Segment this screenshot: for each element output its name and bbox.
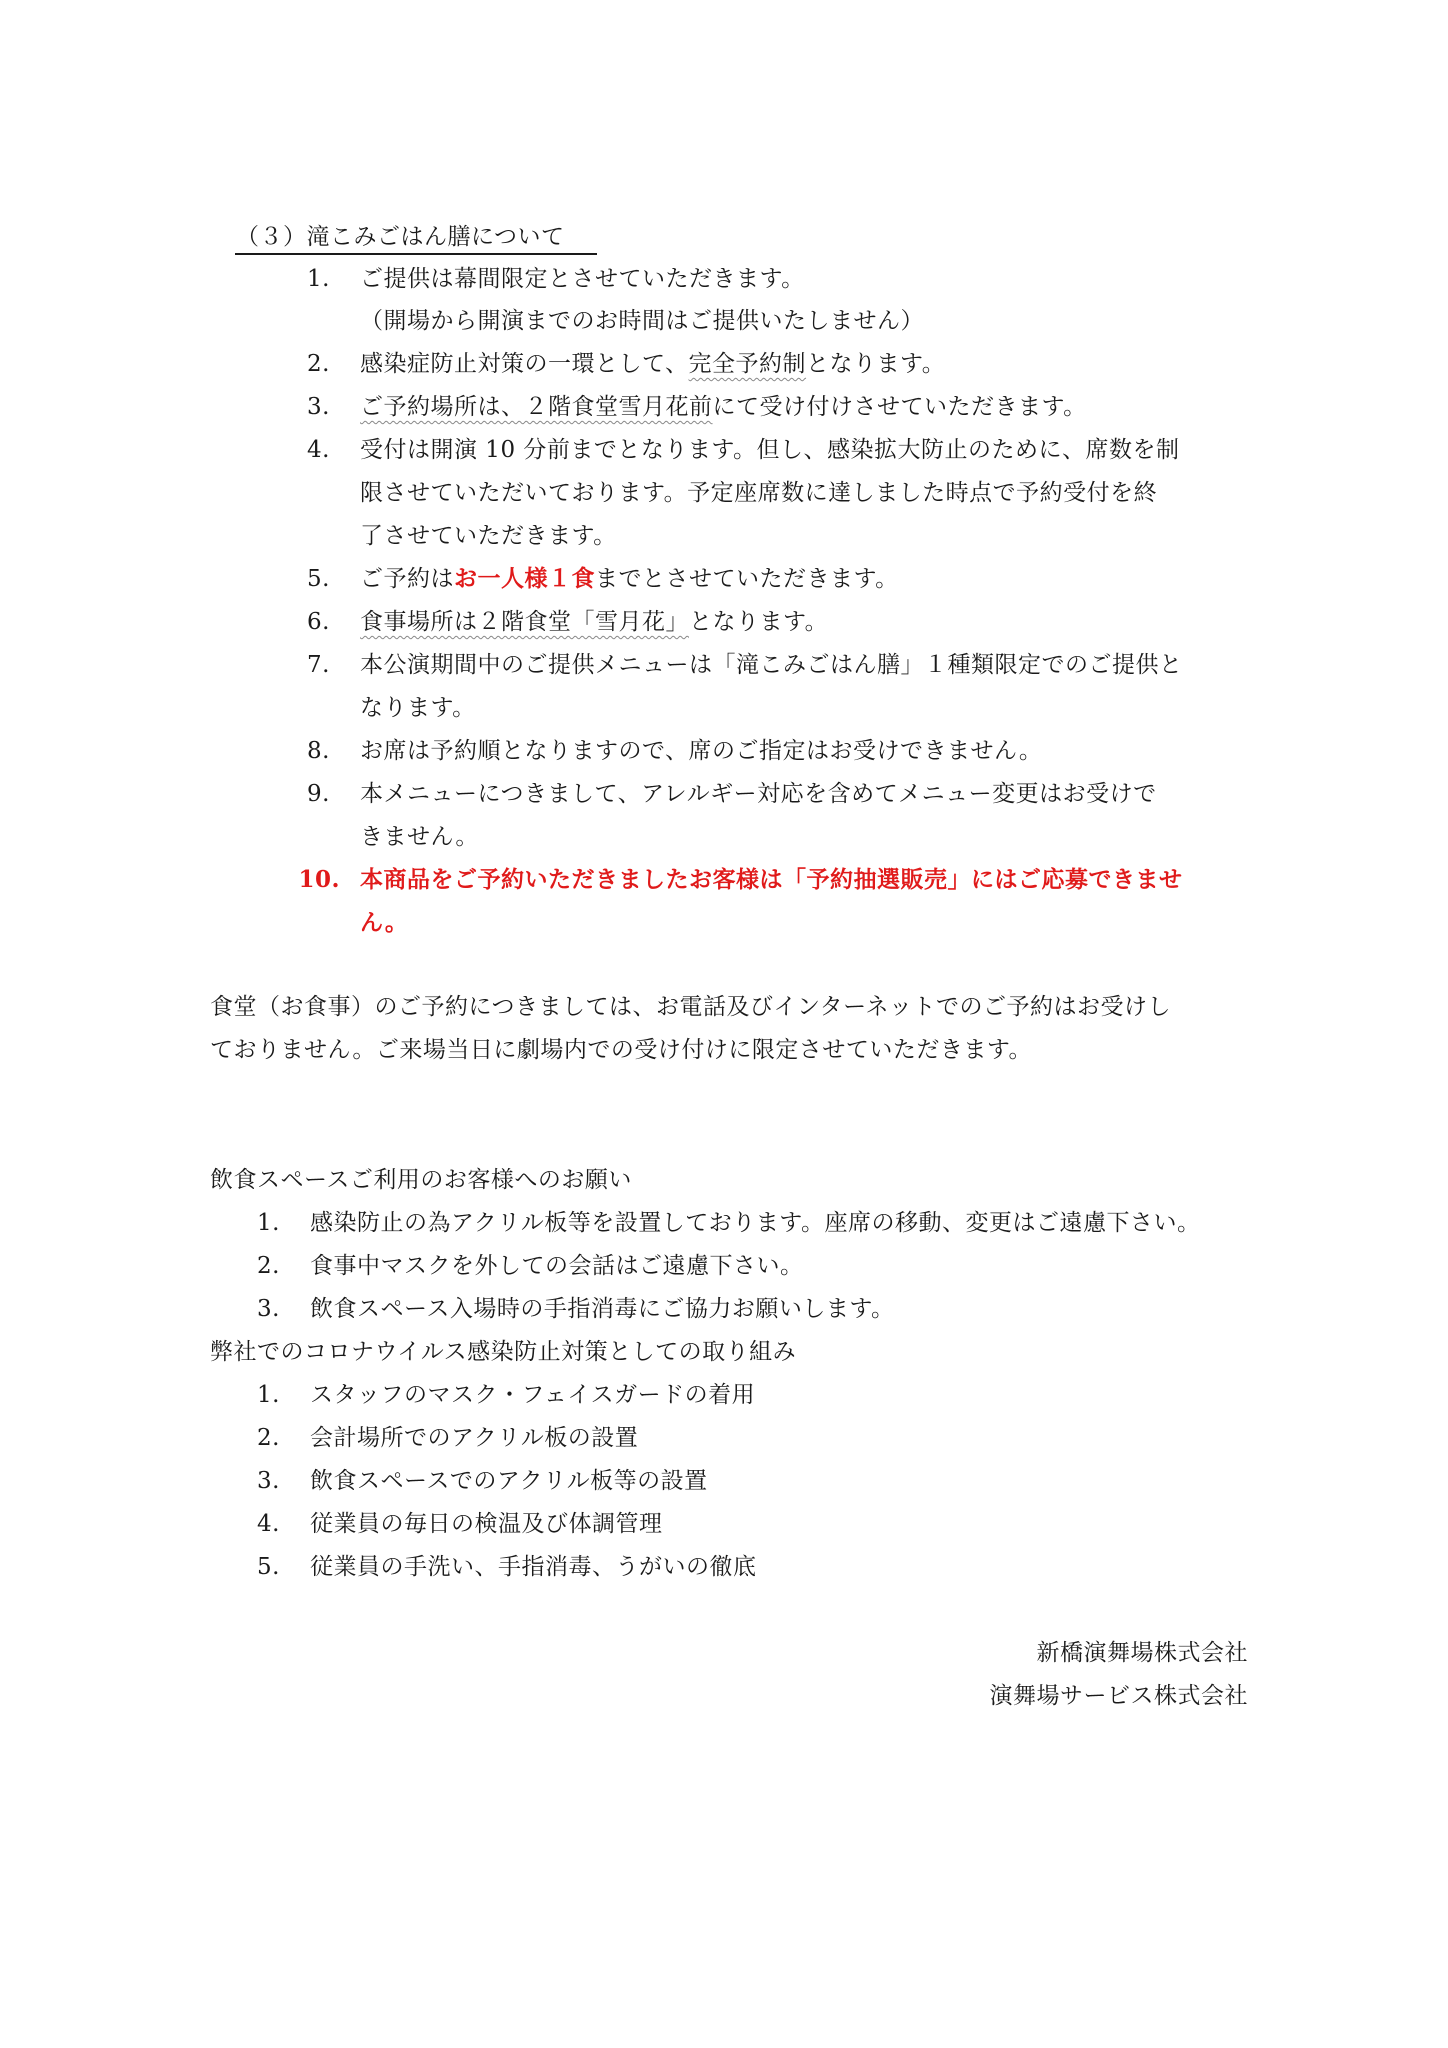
menu-item-2-number: 2. [307, 351, 330, 377]
measures-heading: 弊社でのコロナウイルス感染防止対策としての取り組み [210, 1339, 797, 1365]
menu-item-1-note: （開場から開演までのお時間はご提供いたしません） [360, 308, 924, 334]
measure-5-number: 5. [257, 1554, 280, 1580]
request-1-number: 1. [257, 1210, 280, 1236]
menu-item-9-line-2: きません。 [360, 824, 479, 850]
menu-item-4-line-2: 限させていただいております。予定座席数に達しました時点で予約受付を終 [360, 480, 1158, 506]
menu-item-10-line-2: ん。 [360, 909, 409, 936]
measure-2-number: 2. [257, 1425, 280, 1451]
menu-item-3-number: 3. [307, 394, 330, 420]
measure-3-number: 3. [257, 1468, 280, 1494]
request-2-text: 食事中マスクを外しての会話はご遠慮下さい。 [310, 1253, 804, 1279]
menu-item-5-text: ご予約はお一人様１食までとさせていただきます。 [360, 565, 899, 592]
menu-item-9-line-1: 本メニューにつきまして、アレルギー対応を含めてメニュー変更はお受けで [360, 781, 1157, 807]
measure-2-text: 会計場所でのアクリル板の設置 [310, 1425, 639, 1451]
requests-heading: 飲食スペースご利用のお客様へのお願い [210, 1167, 632, 1193]
menu-item-8-text: お席は予約順となりますので、席のご指定はお受けできません。 [360, 738, 1043, 764]
menu-item-1-text: ご提供は幕間限定とさせていただきます。 [360, 266, 805, 292]
measure-5-text: 従業員の手洗い、手指消毒、うがいの徹底 [310, 1554, 757, 1580]
menu-item-10-number: 10. [298, 866, 340, 893]
menu-item-2-wavy: 完全予約制 [688, 351, 807, 377]
request-3-text: 飲食スペース入場時の手指消毒にご協力お願いします。 [310, 1296, 895, 1322]
measure-4-number: 4. [257, 1511, 280, 1537]
menu-item-6-wavy: 食事場所は２階食堂「雪月花」 [360, 609, 689, 635]
heading-underline [235, 253, 597, 255]
dining-note-line-2: ておりません。ご来場当日に劇場内での受け付けに限定させていただきます。 [210, 1037, 1033, 1063]
menu-item-9-number: 9. [307, 781, 330, 807]
dining-note-line-1: 食堂（お食事）のご予約につきましては、お電話及びインターネットでのご予約はお受けし [210, 994, 1171, 1020]
menu-item-4-number: 4. [307, 437, 330, 463]
menu-item-3-wavy: ご予約場所は、２階食堂雪月花前 [360, 394, 713, 420]
menu-item-6-number: 6. [307, 609, 330, 635]
signature-company-1: 新橋演舞場株式会社 [1036, 1640, 1248, 1666]
menu-item-5-emphasis: お一人様１食 [454, 565, 595, 592]
menu-item-10-line-1: 本商品をご予約いただきましたお客様は「予約抽選販売」にはご応募できませ [360, 866, 1183, 893]
menu-item-7-line-1: 本公演期間中のご提供メニューは「滝こみごはん膳」１種類限定でのご提供と [360, 652, 1183, 678]
request-3-number: 3. [257, 1296, 280, 1322]
section-heading: （３）滝こみごはん膳について [236, 224, 565, 250]
menu-item-4-line-1: 受付は開演 10 分前までとなります。但し、感染拡大防止のために、席数を制 [360, 437, 1180, 463]
menu-item-2-text: 感染症防止対策の一環として、完全予約制となります。 [360, 351, 946, 377]
measure-4-text: 従業員の毎日の検温及び体調管理 [310, 1511, 663, 1537]
measure-1-text: スタッフのマスク・フェイスガードの着用 [310, 1382, 756, 1408]
menu-item-4-line-3: 了させていただきます。 [360, 523, 617, 549]
menu-item-1-number: 1. [307, 266, 330, 292]
menu-item-8-number: 8. [307, 738, 330, 764]
menu-item-3-text: ご予約場所は、２階食堂雪月花前にて受け付けさせていただきます。 [360, 394, 1087, 420]
menu-item-6-text: 食事場所は２階食堂「雪月花」となります。 [360, 609, 829, 635]
signature-company-2: 演舞場サービス株式会社 [989, 1683, 1248, 1709]
measure-1-number: 1. [257, 1382, 280, 1408]
menu-item-7-line-2: なります。 [360, 695, 476, 721]
menu-item-5-number: 5. [307, 566, 330, 592]
request-1-text: 感染防止の為アクリル板等を設置しております。座席の移動、変更はご遠慮下さい。 [310, 1210, 1201, 1236]
request-2-number: 2. [257, 1253, 280, 1279]
menu-item-7-number: 7. [307, 652, 330, 678]
measure-3-text: 飲食スペースでのアクリル板等の設置 [310, 1468, 708, 1494]
